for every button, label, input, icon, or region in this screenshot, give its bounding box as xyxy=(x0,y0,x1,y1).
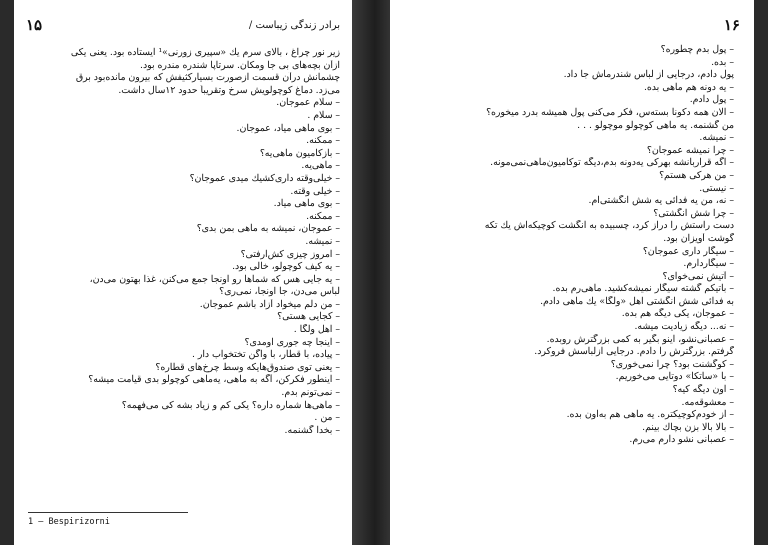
text-line: – کوگشنت بود؟ چرا نمی‌خوری؟ xyxy=(610,358,734,370)
text-line: – با «ساتکا» دوتایی می‌خوریم. xyxy=(615,371,734,383)
text-line: – الان همه دکونا بسته‌س، فکر می‌کنی پول همیشه بدرد میخوره؟ xyxy=(486,106,734,118)
text-line: – بده. xyxy=(711,56,734,68)
text-line: چشمانش درآن قسمت ازصورت بسیارکثیفش که بیرون مانده‌بود برق xyxy=(75,72,340,84)
text-line: – خیلی‌وقته داری‌کشیك میدی عموجان؟ xyxy=(189,172,340,184)
text-line: – خیلی وقته. xyxy=(290,185,340,197)
text-line: – عموجان، یکی دیگه هم بده. xyxy=(621,308,734,320)
text-line: – نمیشه. xyxy=(699,132,734,144)
text-line: می‌زد. دماغ کوچولویش سرخ وتقریباً حدود ۱۲سال داشت. xyxy=(118,84,340,96)
right-page-header xyxy=(406,16,740,36)
text-line: – پول دادم. xyxy=(689,94,734,106)
text-line: – ممکنه. xyxy=(306,210,340,222)
text-line: – آتیش نمی‌خوای؟ xyxy=(662,270,734,282)
text-line: – ماهی‌ها شماره داره؟ یکی کم و زیاد بشه کی می‌فهمه؟ xyxy=(121,399,340,411)
text-line: – من دلم میخواد آزاد باشم عموجان. xyxy=(199,298,340,310)
left-page xyxy=(14,0,352,545)
book-gutter xyxy=(352,0,390,545)
text-line: گوشت آویزان بود. xyxy=(663,232,734,244)
text-line: – عصبانی نشو دارم می‌رم. xyxy=(629,434,734,446)
text-line: زیر نور چراغ ، بالای سرم یك «سپیری زورنی»¹ ایستاده بود. یعنی یکی xyxy=(70,47,340,58)
text-line: – از خودم‌کوچیکتره. یه ماهی هم به‌اون بده. xyxy=(566,409,734,421)
text-line: دست راستش را دراز کرد، چسبیده به انگشت کوچیکه‌اش یك تکه xyxy=(484,220,734,232)
text-line: – بوی ماهی میاد. xyxy=(273,198,340,210)
text-line: – معشوقه‌مه. xyxy=(681,396,734,408)
text-line: – پول بدم چطوره؟ xyxy=(660,44,734,55)
footnote-divider xyxy=(28,512,188,513)
text-line: – نمیشه. xyxy=(305,235,340,247)
right-page-number: ۱۶ xyxy=(723,16,740,34)
text-line: – بالا بالا بزن بچاك بینم. xyxy=(642,421,734,433)
left-page-number: ۱۵ xyxy=(26,16,43,34)
text-line: – سیگاردارم. xyxy=(683,258,734,270)
right-page-body xyxy=(402,44,734,447)
text-line: – چرا نمیشه عموجان؟ xyxy=(646,144,734,156)
text-line: – نه... دیگه زیادیت میشه. xyxy=(634,321,734,333)
text-line: ازآن بچه‌های بی جا ومکان. سرتاپا شندره مندره بود. xyxy=(140,59,340,71)
text-line: – کجایی هستی؟ xyxy=(277,311,340,323)
text-line: – نیستی. xyxy=(699,182,734,194)
text-line: گرفتم. بزرگترش را دادم. درجایی ازلباسش فروکرد. xyxy=(534,346,734,358)
text-line: – اهل ولگا . xyxy=(293,324,340,336)
text-line: – یعنی توی صندوق‌هایکه وسط چرخ‌های قطاره؟ xyxy=(155,361,340,373)
text-line: – نمی‌تونم بدم. xyxy=(281,387,340,399)
text-line: – یه جایی هس که شماها رو اونجا جمع می‌کنن، غذا بهتون می‌دن، xyxy=(89,273,340,285)
text-line: – سیگار داری عموجان؟ xyxy=(642,245,734,257)
text-line: – اینطور فکرکن، آگه به ماهی، یه‌ماهی کوچولو بدی قیامت میشه؟ xyxy=(88,374,340,386)
text-line: – نه، من یه فدائی یه شش انگشتی‌ام. xyxy=(588,195,734,207)
text-line: من گشنمه. یه ماهی کوچولو موچولو . . . xyxy=(577,119,734,131)
text-line: – چرا شش انگشتی؟ xyxy=(653,207,734,219)
footnote: 1 – Bespirizorni xyxy=(28,517,110,527)
left-page-body xyxy=(24,47,340,437)
left-page-header xyxy=(26,16,340,36)
text-line: – اینجا چه جوری اومدی؟ xyxy=(244,336,340,348)
text-line: – من هرکی هستم؟ xyxy=(659,169,734,181)
text-line: – ماهی‌یه. xyxy=(301,160,340,172)
text-line: – سلام عموجان. xyxy=(276,97,340,109)
text-line: – اگه قراربانشه بهرکی یه‌دونه بدم،دیگه توکامیون‌ماهی‌نمی‌مونه. xyxy=(490,157,734,169)
text-line: – پیاده، با قطار، با واگن تختخواب دار . xyxy=(191,349,340,361)
text-line: به فدائی شش انگشتی اهل «ولگا» یك ماهی دادم. xyxy=(540,295,734,307)
text-line: – عصبانی‌نشو، اینو بگیر به کمی بزرگترش روبده. xyxy=(546,333,734,345)
text-line: – عموجان، نمیشه به ماهی بمن بدی؟ xyxy=(196,223,340,235)
text-line: – امروز چیزی کش‌ارفتی؟ xyxy=(240,248,340,260)
text-line: – باتیکم گشته سیگار نمیشه‌کشید. ماهی‌رم بده. xyxy=(552,283,734,295)
text-line: – یه کیف کوچولو، خالی بود. xyxy=(232,261,340,273)
text-line: – بازکامیون ماهی‌یه؟ xyxy=(259,147,340,159)
right-page xyxy=(390,0,754,545)
running-title: برادر زندگی زیباست / xyxy=(248,20,340,31)
text-line: پول دادم، درجایی از لباس شندرماش جا داد. xyxy=(563,69,734,81)
text-line: – یه دونه هم ماهی بده. xyxy=(643,81,734,93)
text-line: – اون دیگه کیه؟ xyxy=(672,384,734,396)
text-line: – بوی ماهی میاد، عموجان. xyxy=(236,122,340,134)
text-line: – سلام . xyxy=(307,109,340,121)
text-line: لباس می‌دن، جا اونجا، نمی‌ری؟ xyxy=(219,286,340,298)
text-line: – بخدا گشنمه. xyxy=(284,424,340,436)
text-line: – ممکنه. xyxy=(306,135,340,147)
text-line: – من . xyxy=(314,412,340,424)
